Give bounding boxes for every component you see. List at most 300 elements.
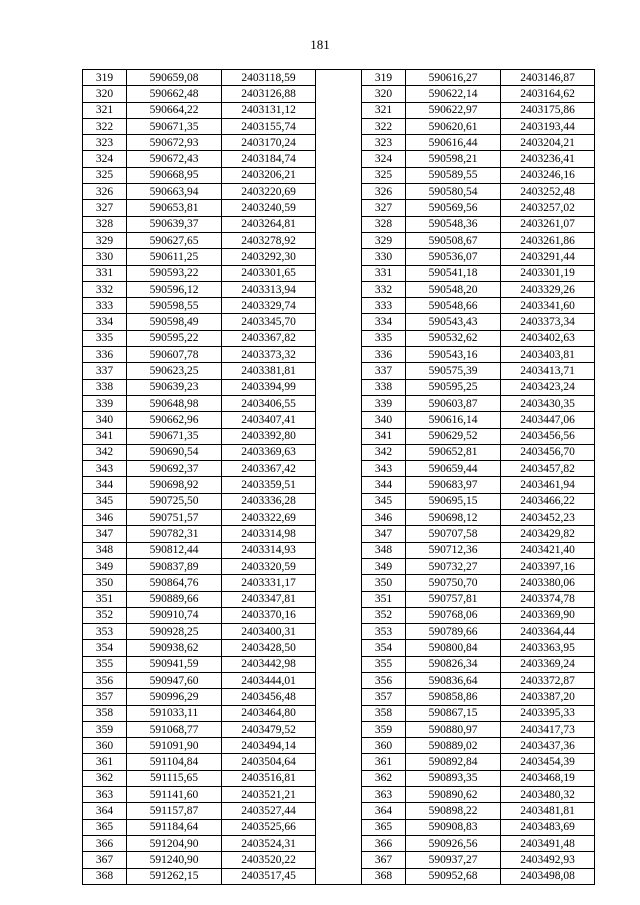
- left-y-coordinate-cell: 2403444,01: [222, 672, 316, 688]
- left-x-coordinate-cell: 590996,29: [127, 689, 222, 705]
- right-point-number-cell: 346: [362, 510, 406, 526]
- right-x-coordinate-cell: 590826,34: [406, 656, 501, 672]
- left-point-number-cell: 339: [83, 395, 127, 411]
- right-x-coordinate-cell: 590652,81: [406, 444, 501, 460]
- table-row: [83, 102, 595, 118]
- left-x-coordinate-cell: 590812,44: [127, 542, 222, 558]
- left-y-coordinate-cell: 2403504,64: [222, 754, 316, 770]
- right-y-coordinate-cell: 2403413,71: [501, 363, 595, 379]
- right-y-coordinate-cell: 2403402,63: [501, 330, 595, 346]
- right-y-coordinate-cell: 2403261,86: [501, 232, 595, 248]
- left-point-number-cell: 345: [83, 493, 127, 509]
- table-row: [83, 184, 595, 200]
- left-point-number-cell: 343: [83, 461, 127, 477]
- right-y-coordinate-cell: 2403301,19: [501, 265, 595, 281]
- right-x-coordinate-cell: 590732,27: [406, 558, 501, 574]
- right-y-coordinate-cell: 2403363,95: [501, 640, 595, 656]
- left-y-coordinate-cell: 2403370,16: [222, 607, 316, 623]
- column-gap: [316, 542, 362, 558]
- right-point-number-cell: 359: [362, 721, 406, 737]
- right-point-number-cell: 335: [362, 330, 406, 346]
- right-point-number-cell: 348: [362, 542, 406, 558]
- left-point-number-cell: 325: [83, 167, 127, 183]
- left-point-number-cell: 329: [83, 232, 127, 248]
- right-point-number-cell: 345: [362, 493, 406, 509]
- right-point-number-cell: 319: [362, 70, 406, 86]
- right-point-number-cell: 339: [362, 395, 406, 411]
- right-y-coordinate-cell: 2403421,40: [501, 542, 595, 558]
- right-y-coordinate-cell: 2403193,44: [501, 118, 595, 134]
- right-x-coordinate-cell: 590908,83: [406, 819, 501, 835]
- column-gap: [316, 86, 362, 102]
- left-y-coordinate-cell: 2403520,22: [222, 852, 316, 868]
- right-y-coordinate-cell: 2403430,35: [501, 395, 595, 411]
- table-row: [83, 591, 595, 607]
- right-y-coordinate-cell: 2403387,20: [501, 689, 595, 705]
- column-gap: [316, 461, 362, 477]
- right-y-coordinate-cell: 2403175,86: [501, 102, 595, 118]
- right-y-coordinate-cell: 2403437,36: [501, 738, 595, 754]
- left-y-coordinate-cell: 2403516,81: [222, 770, 316, 786]
- left-point-number-cell: 344: [83, 477, 127, 493]
- left-x-coordinate-cell: 591262,15: [127, 868, 222, 884]
- right-point-number-cell: 360: [362, 738, 406, 754]
- right-x-coordinate-cell: 590707,58: [406, 526, 501, 542]
- table-row: [83, 738, 595, 754]
- table-row: [83, 868, 595, 884]
- right-point-number-cell: 320: [362, 86, 406, 102]
- left-y-coordinate-cell: 2403313,94: [222, 281, 316, 297]
- right-y-coordinate-cell: 2403291,44: [501, 249, 595, 265]
- left-point-number-cell: 356: [83, 672, 127, 688]
- right-x-coordinate-cell: 590620,61: [406, 118, 501, 134]
- column-gap: [316, 330, 362, 346]
- column-gap: [316, 672, 362, 688]
- left-x-coordinate-cell: 590692,37: [127, 461, 222, 477]
- column-gap: [316, 232, 362, 248]
- left-y-coordinate-cell: 2403278,92: [222, 232, 316, 248]
- left-y-coordinate-cell: 2403329,74: [222, 298, 316, 314]
- right-y-coordinate-cell: 2403403,81: [501, 347, 595, 363]
- right-point-number-cell: 331: [362, 265, 406, 281]
- table-row: [83, 298, 595, 314]
- right-point-number-cell: 361: [362, 754, 406, 770]
- right-y-coordinate-cell: 2403457,82: [501, 461, 595, 477]
- left-y-coordinate-cell: 2403381,81: [222, 363, 316, 379]
- left-x-coordinate-cell: 590837,89: [127, 558, 222, 574]
- left-x-coordinate-cell: 591240,90: [127, 852, 222, 868]
- right-y-coordinate-cell: 2403369,24: [501, 656, 595, 672]
- left-point-number-cell: 365: [83, 819, 127, 835]
- right-x-coordinate-cell: 590569,56: [406, 200, 501, 216]
- left-y-coordinate-cell: 2403345,70: [222, 314, 316, 330]
- left-point-number-cell: 334: [83, 314, 127, 330]
- column-gap: [316, 575, 362, 591]
- right-point-number-cell: 326: [362, 184, 406, 200]
- right-y-coordinate-cell: 2403452,23: [501, 510, 595, 526]
- right-x-coordinate-cell: 590659,44: [406, 461, 501, 477]
- left-point-number-cell: 366: [83, 835, 127, 851]
- left-x-coordinate-cell: 590607,78: [127, 347, 222, 363]
- right-point-number-cell: 354: [362, 640, 406, 656]
- table-row: [83, 640, 595, 656]
- left-point-number-cell: 319: [83, 70, 127, 86]
- right-point-number-cell: 347: [362, 526, 406, 542]
- right-point-number-cell: 333: [362, 298, 406, 314]
- right-point-number-cell: 329: [362, 232, 406, 248]
- right-y-coordinate-cell: 2403417,73: [501, 721, 595, 737]
- column-gap: [316, 298, 362, 314]
- coordinates-table-body: [83, 70, 595, 885]
- column-gap: [316, 689, 362, 705]
- right-y-coordinate-cell: 2403372,87: [501, 672, 595, 688]
- left-y-coordinate-cell: 2403367,42: [222, 461, 316, 477]
- right-point-number-cell: 321: [362, 102, 406, 118]
- right-y-coordinate-cell: 2403164,62: [501, 86, 595, 102]
- right-point-number-cell: 368: [362, 868, 406, 884]
- right-y-coordinate-cell: 2403374,78: [501, 591, 595, 607]
- left-y-coordinate-cell: 2403131,12: [222, 102, 316, 118]
- right-point-number-cell: 365: [362, 819, 406, 835]
- right-y-coordinate-cell: 2403498,08: [501, 868, 595, 884]
- table-row: [83, 835, 595, 851]
- table-row: [83, 330, 595, 346]
- left-x-coordinate-cell: 590672,43: [127, 151, 222, 167]
- left-point-number-cell: 321: [83, 102, 127, 118]
- column-gap: [316, 151, 362, 167]
- right-point-number-cell: 362: [362, 770, 406, 786]
- table-row: [83, 721, 595, 737]
- left-x-coordinate-cell: 590947,60: [127, 672, 222, 688]
- right-x-coordinate-cell: 590580,54: [406, 184, 501, 200]
- right-point-number-cell: 352: [362, 607, 406, 623]
- right-point-number-cell: 349: [362, 558, 406, 574]
- right-x-coordinate-cell: 590890,62: [406, 787, 501, 803]
- right-point-number-cell: 355: [362, 656, 406, 672]
- table-row: [83, 428, 595, 444]
- table-row: [83, 493, 595, 509]
- right-point-number-cell: 324: [362, 151, 406, 167]
- column-gap: [316, 249, 362, 265]
- left-y-coordinate-cell: 2403517,45: [222, 868, 316, 884]
- left-y-coordinate-cell: 2403292,30: [222, 249, 316, 265]
- right-point-number-cell: 336: [362, 347, 406, 363]
- left-x-coordinate-cell: 590671,35: [127, 428, 222, 444]
- table-row: [83, 477, 595, 493]
- left-point-number-cell: 362: [83, 770, 127, 786]
- right-x-coordinate-cell: 590541,18: [406, 265, 501, 281]
- left-point-number-cell: 367: [83, 852, 127, 868]
- left-x-coordinate-cell: 590782,31: [127, 526, 222, 542]
- column-gap: [316, 281, 362, 297]
- left-y-coordinate-cell: 2403400,31: [222, 624, 316, 640]
- right-x-coordinate-cell: 590800,84: [406, 640, 501, 656]
- right-y-coordinate-cell: 2403204,21: [501, 135, 595, 151]
- left-y-coordinate-cell: 2403184,74: [222, 151, 316, 167]
- right-x-coordinate-cell: 590508,67: [406, 232, 501, 248]
- left-y-coordinate-cell: 2403118,59: [222, 70, 316, 86]
- right-y-coordinate-cell: 2403341,60: [501, 298, 595, 314]
- left-point-number-cell: 323: [83, 135, 127, 151]
- right-y-coordinate-cell: 2403261,07: [501, 216, 595, 232]
- column-gap: [316, 135, 362, 151]
- left-y-coordinate-cell: 2403320,59: [222, 558, 316, 574]
- left-point-number-cell: 359: [83, 721, 127, 737]
- column-gap: [316, 363, 362, 379]
- right-y-coordinate-cell: 2403454,39: [501, 754, 595, 770]
- right-point-number-cell: 343: [362, 461, 406, 477]
- table-row: [83, 86, 595, 102]
- left-point-number-cell: 352: [83, 607, 127, 623]
- left-y-coordinate-cell: 2403126,88: [222, 86, 316, 102]
- right-y-coordinate-cell: 2403380,06: [501, 575, 595, 591]
- column-gap: [316, 428, 362, 444]
- right-y-coordinate-cell: 2403466,22: [501, 493, 595, 509]
- left-point-number-cell: 330: [83, 249, 127, 265]
- left-x-coordinate-cell: 590639,37: [127, 216, 222, 232]
- column-gap: [316, 444, 362, 460]
- column-gap: [316, 216, 362, 232]
- table-row: [83, 526, 595, 542]
- left-x-coordinate-cell: 590938,62: [127, 640, 222, 656]
- left-y-coordinate-cell: 2403322,69: [222, 510, 316, 526]
- right-point-number-cell: 357: [362, 689, 406, 705]
- right-x-coordinate-cell: 590858,86: [406, 689, 501, 705]
- right-x-coordinate-cell: 590548,20: [406, 281, 501, 297]
- left-point-number-cell: 351: [83, 591, 127, 607]
- right-x-coordinate-cell: 590575,39: [406, 363, 501, 379]
- right-point-number-cell: 325: [362, 167, 406, 183]
- left-point-number-cell: 347: [83, 526, 127, 542]
- right-point-number-cell: 358: [362, 705, 406, 721]
- column-gap: [316, 477, 362, 493]
- right-point-number-cell: 363: [362, 787, 406, 803]
- left-y-coordinate-cell: 2403220,69: [222, 184, 316, 200]
- left-point-number-cell: 340: [83, 412, 127, 428]
- left-x-coordinate-cell: 590928,25: [127, 624, 222, 640]
- left-x-coordinate-cell: 591204,90: [127, 835, 222, 851]
- left-x-coordinate-cell: 590662,96: [127, 412, 222, 428]
- right-point-number-cell: 330: [362, 249, 406, 265]
- column-gap: [316, 395, 362, 411]
- right-y-coordinate-cell: 2403246,16: [501, 167, 595, 183]
- right-x-coordinate-cell: 590867,15: [406, 705, 501, 721]
- right-x-coordinate-cell: 590603,87: [406, 395, 501, 411]
- table-row: [83, 118, 595, 134]
- table-row: [83, 151, 595, 167]
- column-gap: [316, 200, 362, 216]
- table-row: [83, 558, 595, 574]
- column-gap: [316, 118, 362, 134]
- left-x-coordinate-cell: 590593,22: [127, 265, 222, 281]
- coordinates-table: [82, 69, 595, 885]
- left-y-coordinate-cell: 2403527,44: [222, 803, 316, 819]
- table-row: [83, 770, 595, 786]
- left-x-coordinate-cell: 590611,25: [127, 249, 222, 265]
- left-y-coordinate-cell: 2403373,32: [222, 347, 316, 363]
- right-point-number-cell: 338: [362, 379, 406, 395]
- left-x-coordinate-cell: 590698,92: [127, 477, 222, 493]
- right-x-coordinate-cell: 590598,21: [406, 151, 501, 167]
- right-x-coordinate-cell: 590543,16: [406, 347, 501, 363]
- left-y-coordinate-cell: 2403479,52: [222, 721, 316, 737]
- left-y-coordinate-cell: 2403264,81: [222, 216, 316, 232]
- left-y-coordinate-cell: 2403206,21: [222, 167, 316, 183]
- left-y-coordinate-cell: 2403347,81: [222, 591, 316, 607]
- left-point-number-cell: 363: [83, 787, 127, 803]
- column-gap: [316, 754, 362, 770]
- right-x-coordinate-cell: 590889,02: [406, 738, 501, 754]
- table-row: [83, 216, 595, 232]
- left-x-coordinate-cell: 590627,65: [127, 232, 222, 248]
- right-point-number-cell: 323: [362, 135, 406, 151]
- column-gap: [316, 314, 362, 330]
- right-x-coordinate-cell: 590616,14: [406, 412, 501, 428]
- right-x-coordinate-cell: 590926,56: [406, 835, 501, 851]
- right-x-coordinate-cell: 590880,97: [406, 721, 501, 737]
- left-point-number-cell: 357: [83, 689, 127, 705]
- left-point-number-cell: 348: [83, 542, 127, 558]
- left-point-number-cell: 324: [83, 151, 127, 167]
- left-y-coordinate-cell: 2403331,17: [222, 575, 316, 591]
- left-x-coordinate-cell: 590864,76: [127, 575, 222, 591]
- column-gap: [316, 526, 362, 542]
- table-row: [83, 395, 595, 411]
- table-row: [83, 70, 595, 86]
- right-point-number-cell: 356: [362, 672, 406, 688]
- right-x-coordinate-cell: 590789,66: [406, 624, 501, 640]
- left-y-coordinate-cell: 2403464,80: [222, 705, 316, 721]
- left-x-coordinate-cell: 590659,08: [127, 70, 222, 86]
- right-point-number-cell: 351: [362, 591, 406, 607]
- left-x-coordinate-cell: 591184,64: [127, 819, 222, 835]
- right-y-coordinate-cell: 2403146,87: [501, 70, 595, 86]
- table-row: [83, 705, 595, 721]
- left-x-coordinate-cell: 590889,66: [127, 591, 222, 607]
- right-y-coordinate-cell: 2403480,32: [501, 787, 595, 803]
- left-y-coordinate-cell: 2403394,99: [222, 379, 316, 395]
- right-y-coordinate-cell: 2403461,94: [501, 477, 595, 493]
- table-row: [83, 232, 595, 248]
- column-gap: [316, 167, 362, 183]
- left-point-number-cell: 364: [83, 803, 127, 819]
- right-x-coordinate-cell: 590532,62: [406, 330, 501, 346]
- left-y-coordinate-cell: 2403442,98: [222, 656, 316, 672]
- right-y-coordinate-cell: 2403456,70: [501, 444, 595, 460]
- left-x-coordinate-cell: 591104,84: [127, 754, 222, 770]
- table-row: [83, 135, 595, 151]
- left-point-number-cell: 341: [83, 428, 127, 444]
- column-gap: [316, 347, 362, 363]
- left-point-number-cell: 350: [83, 575, 127, 591]
- left-y-coordinate-cell: 2403369,63: [222, 444, 316, 460]
- left-y-coordinate-cell: 2403240,59: [222, 200, 316, 216]
- left-x-coordinate-cell: 590910,74: [127, 607, 222, 623]
- left-y-coordinate-cell: 2403524,31: [222, 835, 316, 851]
- left-x-coordinate-cell: 590941,59: [127, 656, 222, 672]
- column-gap: [316, 835, 362, 851]
- left-y-coordinate-cell: 2403367,82: [222, 330, 316, 346]
- left-y-coordinate-cell: 2403155,74: [222, 118, 316, 134]
- left-point-number-cell: 338: [83, 379, 127, 395]
- right-point-number-cell: 364: [362, 803, 406, 819]
- column-gap: [316, 591, 362, 607]
- right-point-number-cell: 328: [362, 216, 406, 232]
- left-x-coordinate-cell: 591141,60: [127, 787, 222, 803]
- right-y-coordinate-cell: 2403483,69: [501, 819, 595, 835]
- left-x-coordinate-cell: 590639,23: [127, 379, 222, 395]
- right-x-coordinate-cell: 590622,97: [406, 102, 501, 118]
- column-gap: [316, 721, 362, 737]
- left-y-coordinate-cell: 2403392,80: [222, 428, 316, 444]
- column-gap: [316, 102, 362, 118]
- right-y-coordinate-cell: 2403492,93: [501, 852, 595, 868]
- right-y-coordinate-cell: 2403257,02: [501, 200, 595, 216]
- left-point-number-cell: 354: [83, 640, 127, 656]
- right-point-number-cell: 366: [362, 835, 406, 851]
- left-y-coordinate-cell: 2403301,65: [222, 265, 316, 281]
- page-number: 181: [310, 37, 330, 52]
- right-x-coordinate-cell: 590892,84: [406, 754, 501, 770]
- right-point-number-cell: 337: [362, 363, 406, 379]
- right-point-number-cell: 341: [362, 428, 406, 444]
- left-x-coordinate-cell: 591068,77: [127, 721, 222, 737]
- left-point-number-cell: 360: [83, 738, 127, 754]
- left-x-coordinate-cell: 590690,54: [127, 444, 222, 460]
- column-gap: [316, 558, 362, 574]
- left-x-coordinate-cell: 590668,95: [127, 167, 222, 183]
- table-row: [83, 607, 595, 623]
- right-x-coordinate-cell: 590836,64: [406, 672, 501, 688]
- left-point-number-cell: 358: [83, 705, 127, 721]
- right-x-coordinate-cell: 590893,35: [406, 770, 501, 786]
- left-x-coordinate-cell: 590664,22: [127, 102, 222, 118]
- left-x-coordinate-cell: 590672,93: [127, 135, 222, 151]
- right-point-number-cell: 344: [362, 477, 406, 493]
- right-x-coordinate-cell: 590589,55: [406, 167, 501, 183]
- left-point-number-cell: 328: [83, 216, 127, 232]
- right-y-coordinate-cell: 2403373,34: [501, 314, 595, 330]
- column-gap: [316, 510, 362, 526]
- left-point-number-cell: 335: [83, 330, 127, 346]
- column-gap: [316, 803, 362, 819]
- left-point-number-cell: 353: [83, 624, 127, 640]
- table-row: [83, 265, 595, 281]
- right-point-number-cell: 353: [362, 624, 406, 640]
- left-y-coordinate-cell: 2403494,14: [222, 738, 316, 754]
- right-y-coordinate-cell: 2403397,16: [501, 558, 595, 574]
- column-gap: [316, 184, 362, 200]
- right-x-coordinate-cell: 590898,22: [406, 803, 501, 819]
- right-x-coordinate-cell: 590595,25: [406, 379, 501, 395]
- right-x-coordinate-cell: 590695,15: [406, 493, 501, 509]
- right-y-coordinate-cell: 2403364,44: [501, 624, 595, 640]
- right-x-coordinate-cell: 590750,70: [406, 575, 501, 591]
- table-row: [83, 689, 595, 705]
- left-x-coordinate-cell: 590648,98: [127, 395, 222, 411]
- left-point-number-cell: 337: [83, 363, 127, 379]
- table-row: [83, 363, 595, 379]
- right-point-number-cell: 327: [362, 200, 406, 216]
- column-gap: [316, 265, 362, 281]
- column-gap: [316, 656, 362, 672]
- left-y-coordinate-cell: 2403314,93: [222, 542, 316, 558]
- left-x-coordinate-cell: 590623,25: [127, 363, 222, 379]
- left-y-coordinate-cell: 2403525,66: [222, 819, 316, 835]
- table-row: [83, 249, 595, 265]
- left-point-number-cell: 342: [83, 444, 127, 460]
- table-row: [83, 200, 595, 216]
